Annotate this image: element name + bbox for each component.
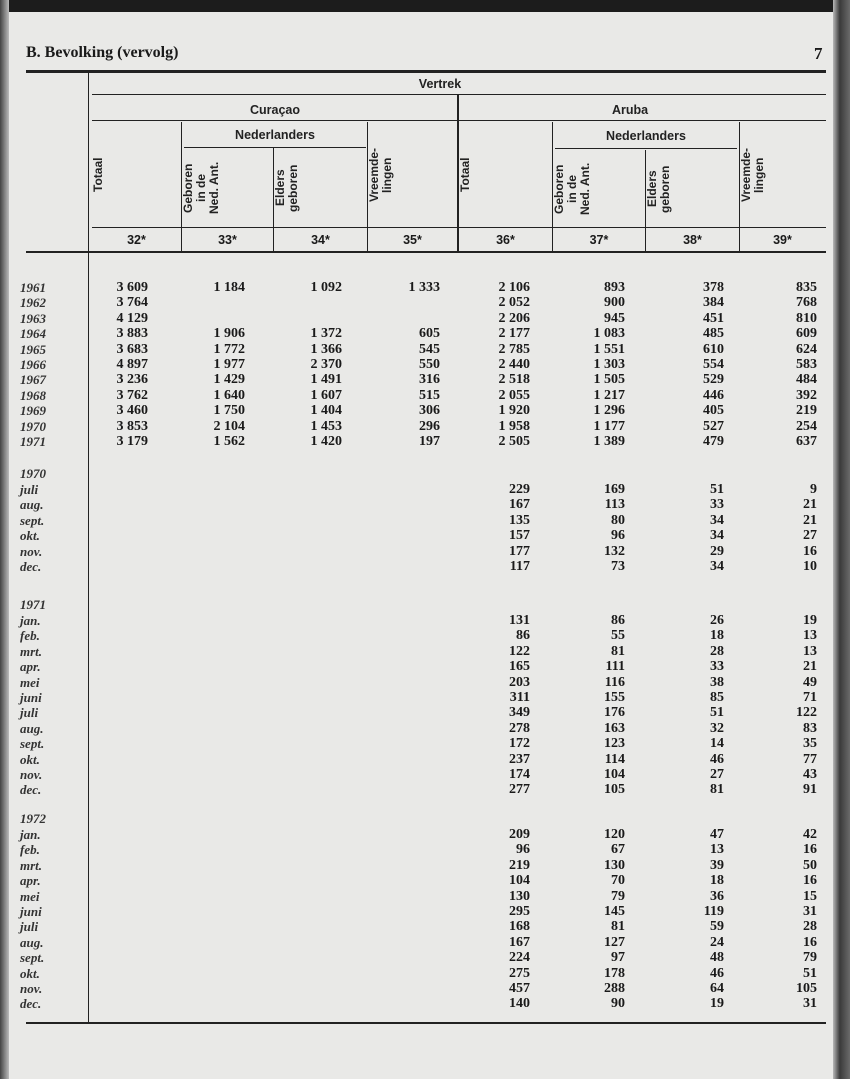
table-cell: 46 [710, 751, 724, 767]
table-cell: 3 883 [116, 326, 148, 342]
table-cell: 278 [509, 720, 530, 736]
table-cell: 172 [509, 736, 530, 752]
table-cell: 131 [509, 613, 530, 628]
table-cell: 114 [604, 751, 625, 767]
table-cell: 451 [703, 310, 724, 326]
table-cell: 83 [803, 720, 817, 736]
table-cell: 2 106 [498, 280, 530, 295]
table-cell: 96 [516, 842, 530, 858]
table-cell: 605 [419, 326, 440, 342]
table-cell: 835 [796, 280, 817, 295]
col-header-geboren-curacao: Geboren in de Ned. Ant. [181, 161, 221, 215]
table-cell: 10 [803, 559, 817, 574]
table-cell: 16 [803, 543, 817, 559]
table-cell: 38 [710, 674, 724, 690]
table-cell: 14 [710, 736, 724, 752]
col-number: 33* [218, 233, 237, 247]
month-label: apr. [20, 659, 41, 675]
table-cell: 104 [509, 873, 530, 889]
nederlanders-heading-aruba: Nederlanders [606, 129, 686, 143]
table-cell: 19 [803, 613, 817, 628]
table-cell: 624 [796, 341, 817, 357]
table-cell: 1 562 [213, 434, 245, 449]
table-cell: 29 [710, 543, 724, 559]
block-year-label: 1970 [20, 466, 46, 481]
table-cell: 15 [803, 888, 817, 904]
month-label: juni [20, 904, 42, 919]
table-cell: 2 052 [498, 295, 530, 311]
table-cell: 97 [611, 950, 625, 966]
page-left-edge [0, 0, 9, 1079]
table-cell: 51 [710, 482, 724, 497]
col-number: 35* [403, 233, 422, 247]
table-cell: 554 [703, 357, 724, 372]
month-label: mei [20, 888, 40, 904]
nederlanders-rule-aruba [555, 148, 737, 149]
table-cell: 36 [710, 888, 724, 904]
table-cell: 515 [419, 387, 440, 403]
table-cell: 3 236 [116, 372, 148, 388]
page-right-edge [833, 0, 850, 1079]
table-cell: 123 [604, 736, 625, 752]
table-cell: 135 [509, 512, 530, 528]
table-cell: 550 [419, 357, 440, 372]
month-label: juli [20, 919, 39, 935]
col-number: 38* [683, 233, 702, 247]
table-cell: 113 [604, 497, 625, 513]
month-label: nov. [20, 981, 43, 996]
table-cell: 1 372 [310, 326, 342, 342]
table-cell: 105 [604, 782, 625, 798]
table-cell: 1 750 [213, 403, 245, 419]
table-cell: 167 [509, 934, 530, 950]
top-rule [26, 70, 826, 73]
table-cell: 67 [611, 842, 625, 858]
month-label: jan. [20, 613, 41, 628]
month-label: okt. [20, 965, 40, 981]
col-number: 39* [773, 233, 792, 247]
year-label: 1964 [20, 326, 46, 342]
month-label: mrt. [20, 857, 43, 873]
table-cell: 79 [611, 888, 625, 904]
table-cell: 2 206 [498, 310, 530, 326]
table-cell: 13 [803, 643, 817, 659]
table-cell: 1 420 [310, 434, 342, 449]
table-cell: 1 217 [593, 387, 625, 403]
table-cell: 81 [710, 782, 724, 798]
table-cell: 768 [796, 295, 817, 311]
table-cell: 19 [710, 996, 724, 1012]
table-cell: 1 491 [310, 372, 342, 388]
table-cell: 13 [710, 842, 724, 858]
col-number: 36* [496, 233, 515, 247]
table-cell: 28 [803, 919, 817, 935]
month-label: aug. [20, 720, 44, 736]
table-cell: 1 920 [498, 403, 530, 419]
table-cell: 167 [509, 497, 530, 513]
table-cell: 16 [803, 873, 817, 889]
table-cell: 55 [611, 628, 625, 644]
table-cell: 32 [710, 720, 724, 736]
table-cell: 529 [703, 372, 724, 388]
curacao-heading: Curaçao [249, 103, 301, 117]
table-cell: 3 764 [116, 295, 148, 311]
table-cell: 26 [710, 613, 724, 628]
table-cell: 165 [509, 659, 530, 675]
table-cell: 31 [803, 996, 817, 1012]
year-label: 1970 [20, 418, 46, 434]
year-label: 1967 [20, 372, 46, 388]
month-label: mrt. [20, 643, 43, 659]
table-cell: 81 [611, 919, 625, 935]
table-cell: 42 [803, 827, 817, 842]
table-cell: 34 [710, 559, 724, 574]
table-cell: 197 [419, 434, 440, 449]
table-cell: 349 [509, 705, 530, 721]
block-year-label: 1972 [20, 811, 46, 826]
stub-divider [88, 72, 89, 1024]
table-cell: 810 [796, 310, 817, 326]
table-cell: 392 [796, 387, 817, 403]
table-cell: 3 683 [116, 341, 148, 357]
table-cell: 77 [803, 751, 817, 767]
table-cell: 49 [803, 674, 817, 690]
table-cell: 527 [703, 418, 724, 434]
page-top-edge [0, 0, 850, 12]
month-label: nov. [20, 767, 43, 782]
month-label: okt. [20, 528, 40, 544]
table-cell: 1 303 [593, 357, 625, 372]
table-cell: 33 [710, 497, 724, 513]
col-number: 34* [311, 233, 330, 247]
table-cell: 2 177 [498, 326, 530, 342]
table-cell: 275 [509, 965, 530, 981]
table-cell: 2 505 [498, 434, 530, 449]
table-cell: 3 853 [116, 418, 148, 434]
table-cell: 296 [419, 418, 440, 434]
table-cell: 3 179 [116, 434, 148, 449]
table-cell: 21 [803, 512, 817, 528]
table-cell: 2 440 [498, 357, 530, 372]
table-cell: 43 [803, 767, 817, 782]
col-number: 32* [127, 233, 146, 247]
table-cell: 16 [803, 842, 817, 858]
col-header-elders-curacao: Elders geboren [273, 164, 300, 212]
table-cell: 47 [710, 827, 724, 842]
table-cell: 457 [509, 981, 530, 996]
table-cell: 174 [509, 767, 530, 782]
table-cell: 104 [604, 767, 625, 782]
aruba-heading: Aruba [611, 103, 649, 117]
table-cell: 91 [803, 782, 817, 798]
table-cell: 168 [509, 919, 530, 935]
table-cell: 1 184 [213, 280, 245, 295]
table-cell: 79 [803, 950, 817, 966]
table-cell: 50 [803, 857, 817, 873]
table-cell: 1 429 [213, 372, 245, 388]
table-cell: 132 [604, 543, 625, 559]
table-cell: 378 [703, 280, 724, 295]
year-label: 1961 [20, 280, 46, 295]
table-cell: 203 [509, 674, 530, 690]
table-cell: 2 370 [310, 357, 342, 372]
region-rule [92, 120, 826, 121]
table-cell: 1 772 [213, 341, 245, 357]
table-cell: 583 [796, 357, 817, 372]
table-cell: 316 [419, 372, 440, 388]
table-cell: 105 [796, 981, 817, 996]
table-cell: 1 177 [593, 418, 625, 434]
table-cell: 46 [710, 965, 724, 981]
month-label: juni [20, 690, 42, 705]
table-cell: 140 [509, 996, 530, 1012]
col-header-totaal-aruba: Totaal [458, 157, 472, 193]
month-label: feb. [20, 628, 40, 644]
table-cell: 254 [796, 418, 817, 434]
month-label: feb. [20, 842, 40, 858]
table-cell: 127 [604, 934, 625, 950]
table-cell: 229 [509, 482, 530, 497]
table-cell: 479 [703, 434, 724, 449]
table-cell: 34 [710, 512, 724, 528]
table-cell: 85 [710, 690, 724, 705]
table-cell: 96 [611, 528, 625, 544]
table-cell: 122 [796, 705, 817, 721]
col-header-elders-aruba: Elders geboren [645, 165, 672, 213]
table-cell: 3 762 [116, 387, 148, 403]
header-bottom-rule [26, 251, 826, 253]
table-cell: 288 [604, 981, 625, 996]
table-cell: 1 092 [310, 280, 342, 295]
table-cell: 155 [604, 690, 625, 705]
table-cell: 176 [604, 705, 625, 721]
table-cell: 117 [509, 559, 530, 574]
table-cell: 13 [803, 628, 817, 644]
table-cell: 2 785 [498, 341, 530, 357]
table-cell: 116 [604, 674, 625, 690]
table-cell: 33 [710, 659, 724, 675]
table-cell: 446 [703, 387, 724, 403]
month-label: sept. [20, 736, 45, 752]
table-cell: 295 [509, 904, 530, 919]
nederlanders-heading-curacao: Nederlanders [235, 128, 315, 142]
month-label: dec. [20, 559, 42, 574]
table-cell: 1 906 [213, 326, 245, 342]
table-cell: 1 389 [593, 434, 625, 449]
section-title: B. Bevolking (vervolg) [26, 44, 179, 61]
table-cell: 90 [611, 996, 625, 1012]
table-cell: 130 [509, 888, 530, 904]
table-cell: 48 [710, 950, 724, 966]
vertrek-rule [92, 94, 826, 95]
col-header-vreemdelingen-aruba: Vreemde- lingen [739, 147, 766, 203]
table-cell: 120 [604, 827, 625, 842]
table-cell: 9 [810, 482, 817, 497]
table-cell: 945 [604, 310, 625, 326]
table-cell: 145 [604, 904, 625, 919]
page-number: 7 [814, 44, 823, 63]
table-cell: 122 [509, 643, 530, 659]
table-cell: 39 [710, 857, 724, 873]
table-cell: 169 [604, 482, 625, 497]
table-cell: 609 [796, 326, 817, 342]
table-cell: 610 [703, 341, 724, 357]
table-cell: 21 [803, 497, 817, 513]
table-cell: 28 [710, 643, 724, 659]
table-cell: 1 404 [310, 403, 342, 419]
table-cell: 637 [796, 434, 817, 449]
month-label: dec. [20, 782, 42, 798]
table-cell: 1 505 [593, 372, 625, 388]
table-cell: 35 [803, 736, 817, 752]
table-cell: 18 [710, 628, 724, 644]
table-cell: 111 [605, 659, 625, 675]
col-header-geboren-aruba: Geboren in de Ned. Ant. [552, 162, 592, 216]
month-label: sept. [20, 512, 45, 528]
year-label: 1969 [20, 403, 46, 419]
table-cell: 1 958 [498, 418, 530, 434]
table-cell: 900 [604, 295, 625, 311]
table-cell: 219 [796, 403, 817, 419]
table-cell: 178 [604, 965, 625, 981]
table-cell: 893 [604, 280, 625, 295]
col-number: 37* [589, 233, 609, 247]
table-cell: 405 [703, 403, 724, 419]
table-cell: 4 897 [116, 357, 148, 372]
table-cell: 485 [703, 326, 724, 342]
month-label: aug. [20, 497, 44, 513]
table-cell: 86 [516, 628, 530, 644]
table-cell: 51 [710, 705, 724, 721]
table-bottom-rule [26, 1022, 826, 1024]
table-cell: 4 129 [116, 310, 148, 326]
nederlanders-rule-curacao [184, 147, 366, 148]
table-cell: 81 [611, 643, 625, 659]
table-cell: 2 104 [213, 418, 245, 434]
month-label: aug. [20, 934, 44, 950]
table-cell: 1 366 [310, 341, 342, 357]
table-cell: 59 [710, 919, 724, 935]
month-label: jan. [20, 827, 41, 842]
block-year-label: 1971 [20, 597, 46, 612]
table-cell: 311 [509, 690, 530, 705]
month-label: juli [20, 482, 39, 497]
table-cell: 86 [611, 613, 625, 628]
table-cell: 1 083 [593, 326, 625, 342]
table-cell: 1 551 [593, 341, 625, 357]
table-cell: 1 640 [213, 387, 245, 403]
table-cell: 21 [803, 659, 817, 675]
month-label: apr. [20, 873, 41, 889]
table-cell: 209 [509, 827, 530, 842]
header-rule [92, 227, 826, 228]
table-cell: 16 [803, 934, 817, 950]
table-cell: 177 [509, 543, 530, 559]
table-cell: 64 [710, 981, 724, 996]
table-cell: 1 977 [213, 357, 245, 372]
table-cell: 130 [604, 857, 625, 873]
table-cell: 31 [803, 904, 817, 919]
month-label: dec. [20, 996, 42, 1012]
table-cell: 27 [710, 767, 724, 782]
table-cell: 70 [611, 873, 625, 889]
table-cell: 2 518 [498, 372, 530, 388]
table-cell: 306 [419, 403, 440, 419]
table-cell: 27 [803, 528, 817, 544]
table-cell: 73 [611, 559, 625, 574]
month-label: sept. [20, 950, 45, 966]
table-cell: 3 609 [116, 280, 148, 295]
table-cell: 219 [509, 857, 530, 873]
table-cell: 80 [611, 512, 625, 528]
col-header-vreemdelingen-curacao: Vreemde- lingen [367, 147, 394, 203]
col-header-totaal-curacao: Totaal [91, 157, 105, 193]
table-cell: 1 333 [408, 280, 440, 295]
month-label: okt. [20, 751, 40, 767]
month-label: juli [20, 705, 39, 721]
year-label: 1966 [20, 357, 46, 372]
year-label: 1963 [20, 310, 46, 326]
table-cell: 71 [803, 690, 817, 705]
table-cell: 157 [509, 528, 530, 544]
table-cell: 3 460 [116, 403, 148, 419]
table-cell: 34 [710, 528, 724, 544]
table-cell: 484 [796, 372, 817, 388]
table-cell: 384 [703, 295, 724, 311]
table-cell: 1 453 [310, 418, 342, 434]
table-cell: 163 [604, 720, 625, 736]
year-label: 1971 [20, 434, 46, 449]
table-cell: 119 [703, 904, 724, 919]
vertrek-heading: Vertrek [418, 77, 462, 91]
month-label: nov. [20, 543, 43, 559]
table-cell: 224 [509, 950, 530, 966]
year-label: 1962 [20, 295, 46, 311]
table-cell: 277 [509, 782, 530, 798]
table-cell: 1 296 [593, 403, 625, 419]
year-label: 1965 [20, 341, 46, 357]
table-cell: 51 [803, 965, 817, 981]
table-cell: 24 [710, 934, 724, 950]
table-cell: 237 [509, 751, 530, 767]
table-cell: 2 055 [498, 387, 530, 403]
month-label: mei [20, 674, 40, 690]
table-cell: 1 607 [310, 387, 342, 403]
table-cell: 545 [419, 341, 440, 357]
year-label: 1968 [20, 387, 46, 403]
table-cell: 18 [710, 873, 724, 889]
